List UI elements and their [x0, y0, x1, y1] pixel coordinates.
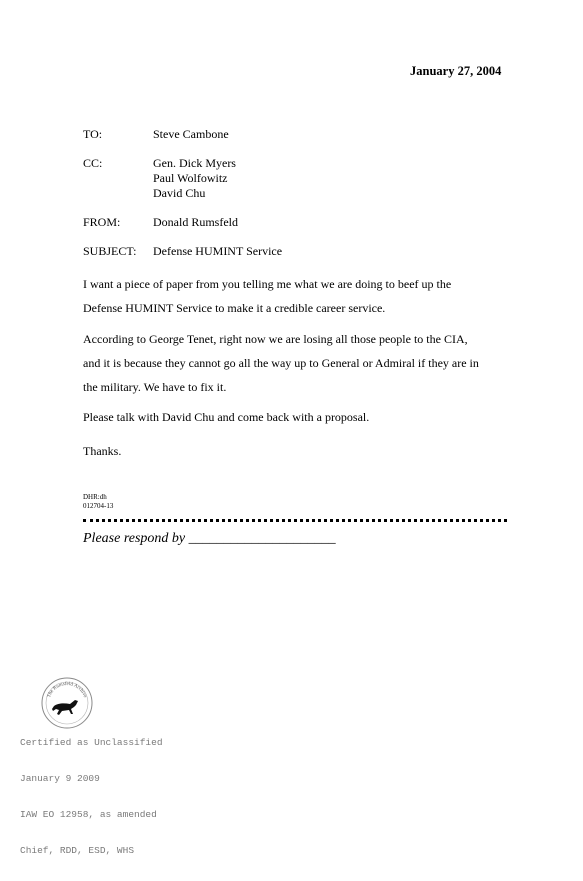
certification-line: Chief, RDD, ESD, WHS: [20, 845, 135, 856]
respond-label: Please respond by: [83, 531, 186, 546]
certification-line: Certified as Unclassified: [20, 737, 163, 748]
cc-recipient: Paul Wolfowitz: [153, 171, 228, 185]
subject-label: SUBJECT:: [83, 244, 137, 258]
memo-date: January 27, 2004: [410, 64, 502, 78]
from-value: Donald Rumsfeld: [153, 215, 238, 229]
body-paragraph-4: Thanks.: [83, 444, 122, 458]
to-label: TO:: [83, 127, 103, 141]
reference-initials: DHR:dh: [83, 493, 107, 501]
respond-blank: _____________________: [188, 531, 336, 546]
body-line: I want a piece of paper from you telling me what we are doing to beef up the: [83, 277, 452, 291]
body-line: Defense HUMINT Service to make it a credible career service.: [83, 301, 386, 315]
cc-label: CC:: [83, 156, 103, 170]
body-paragraph-2: [83, 327, 523, 399]
body-line: and it is because they cannot go all the way up to General or Admiral if they are in: [83, 356, 479, 370]
cc-recipient: Gen. Dick Myers: [153, 156, 236, 170]
certification-line: January 9 2009: [20, 773, 100, 784]
from-label: FROM:: [83, 215, 121, 229]
seal-text: The Rumsfeld Archive: [46, 681, 88, 699]
respond-line: [83, 531, 336, 547]
dotted-divider: [83, 519, 507, 522]
body-paragraph-3: Please talk with David Chu and come back with a proposal.: [83, 410, 370, 424]
cc-recipient: David Chu: [153, 186, 206, 200]
reference-number: 012704-13: [83, 502, 114, 510]
body-line: According to George Tenet, right now we are losing all those people to the CIA,: [83, 332, 468, 346]
certification-stamp: [20, 713, 163, 881]
body-paragraph-1: [83, 272, 523, 320]
to-value: Steve Cambone: [153, 127, 229, 141]
body-line: the military. We have to fix it.: [83, 380, 227, 394]
subject-value: Defense HUMINT Service: [153, 244, 283, 258]
cc-list: [153, 156, 236, 201]
certification-line: IAW EO 12958, as amended: [20, 809, 157, 820]
